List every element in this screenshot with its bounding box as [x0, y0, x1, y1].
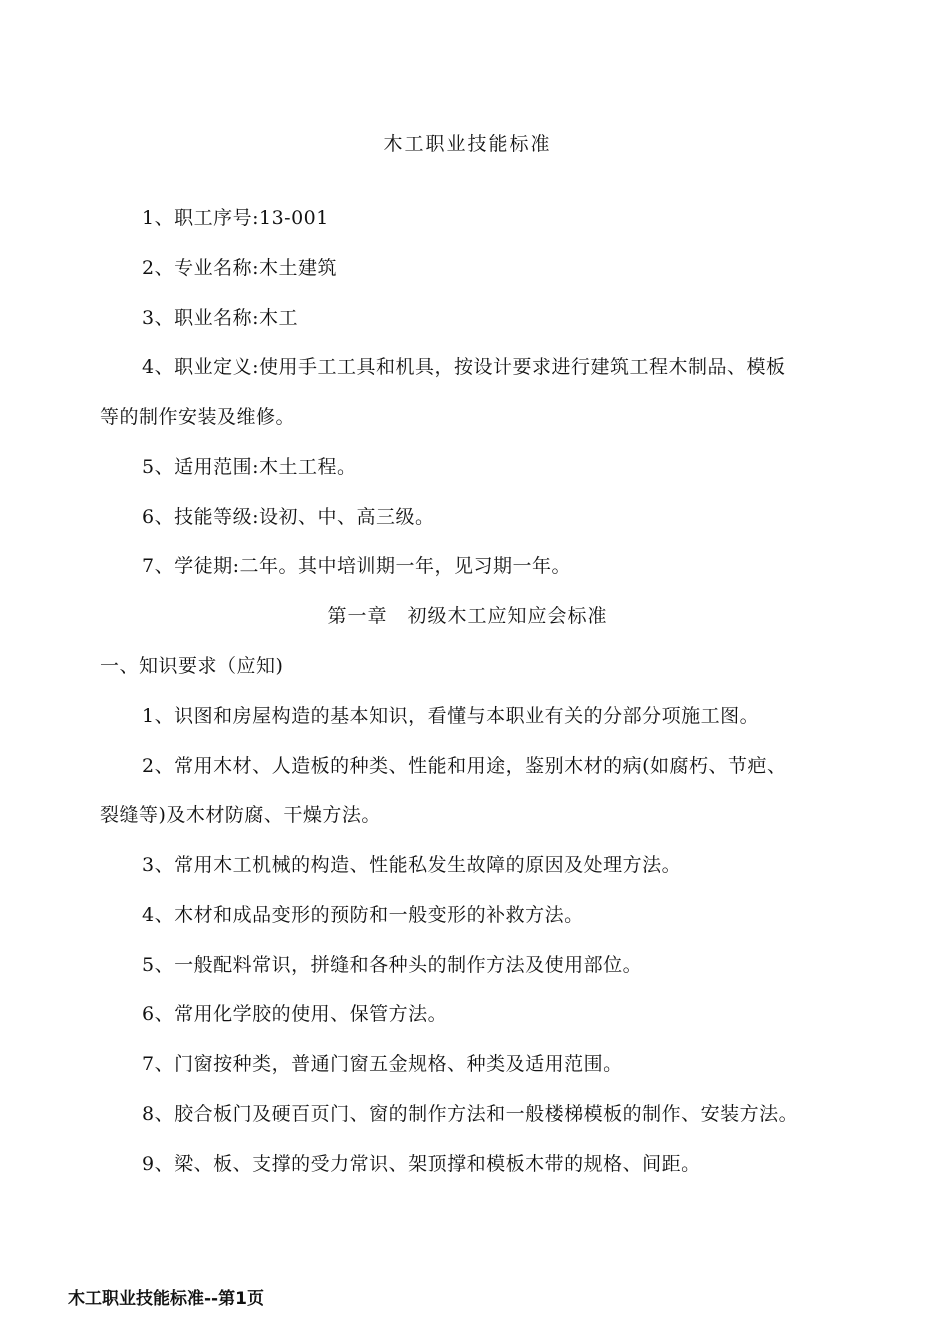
info-line-specialty: 2、专业名称:木土建筑: [142, 257, 337, 279]
knowledge-item-4: 4、木材和成品变形的预防和一般变形的补救方法。: [142, 904, 584, 926]
knowledge-item-9: 9、梁、板、支撑的受力常识、架顶撑和模板木带的规格、间距。: [142, 1153, 701, 1175]
knowledge-item-6: 6、常用化学胶的使用、保管方法。: [142, 1003, 448, 1025]
info-line-levels: 6、技能等级:设初、中、高三级。: [142, 506, 435, 528]
knowledge-item-2: 2、常用木材、人造板的种类、性能和用途，鉴别木材的病(如腐朽、节疤、: [142, 755, 787, 777]
knowledge-item-5: 5、一般配料常识，拼缝和各种头的制作方法及使用部位。: [142, 954, 643, 976]
section-heading: 一、知识要求（应知): [100, 655, 284, 677]
info-line-occupation: 3、职业名称:木工: [142, 307, 298, 329]
info-line-apprenticeship: 7、学徒期:二年。其中培训期一年，见习期一年。: [142, 555, 571, 577]
info-line-definition-cont: 等的制作安装及维修。: [100, 406, 296, 428]
info-line-scope: 5、适用范围:木土工程。: [142, 456, 357, 478]
page-footer: 木工职业技能标准--第1页: [68, 1289, 264, 1309]
knowledge-item-1: 1、识图和房屋构造的基本知识，看懂与本职业有关的分部分项施工图。: [142, 705, 760, 727]
chapter-heading: 第一章 初级木工应知应会标准: [327, 605, 608, 627]
info-line-serial: 1、职工序号:13-001: [142, 207, 329, 229]
document-title: 木工职业技能标准: [383, 133, 552, 155]
knowledge-item-2-cont: 裂缝等)及木材防腐、干燥方法。: [100, 804, 381, 826]
knowledge-item-7: 7、门窗按种类，普通门窗五金规格、种类及适用范围。: [142, 1053, 623, 1075]
knowledge-item-8: 8、胶合板门及硬百页门、窗的制作方法和一般楼梯模板的制作、安装方法。: [142, 1103, 799, 1125]
info-line-definition: 4、职业定义:使用手工工具和机具，按设计要求进行建筑工程木制品、模板: [142, 356, 786, 378]
knowledge-item-3: 3、常用木工机械的构造、性能私发生故障的原因及处理方法。: [142, 854, 682, 876]
